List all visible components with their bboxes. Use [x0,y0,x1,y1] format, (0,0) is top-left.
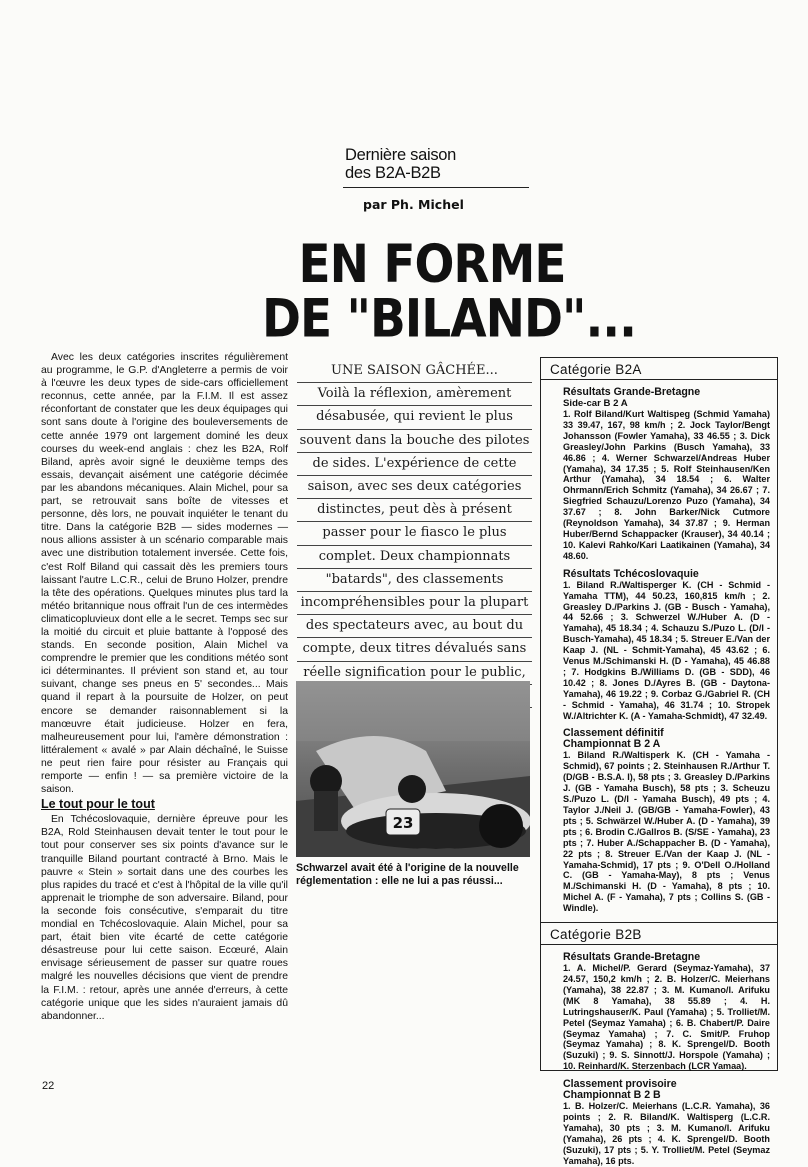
b2a-results [541,386,777,914]
pull-quote-line: incompréhensibles pour la plupart [297,592,532,615]
sidecar-photo-illustration [296,681,530,857]
result-heading: Résultats Grande-Bretagne [563,951,701,964]
kicker-line-2: des B2A-B2B [345,164,441,182]
pull-quote-line: passer pour le fiasco le plus [297,522,532,545]
result-text: 1. Biland R./Waltisperger K. (CH - Schmid - Yamaha TTM), 44 50.23, 160,815 km/h ; 2. Greasley D./Parkins J. (GB - Busch - Yamaha), 44 52.66 ; 3. Schwerzel W./Huber A. (D - Yamaha), 45 18.34 ; 4. Schauzu S./Puzo L. (D/I - Busch-Yamaha), 45 18.34 ; 5. Streuer E./Van der Kaap J. (NL - Schmit-Yamaha), 45 43.62 ; 6. Venus M./Schimanski H. (D - Yamaha), 45 46.88 ; 7. Hodgkins B./Williams D. (GB - SDD), 46 10.42 ; 8. Jones D./Ayres B. (GB - Daytona-Yamaha), 46 19.22 ; 9. Corbaz G./Gabriel R. (CH - Schmid - Yamaha), 46 31.74 ; 10. Stropek W./Altrichter K. (A - Yamaha-Schmidt), 47 32.49. [563,579,770,721]
result-heading: Classement provisoire [563,1078,677,1091]
result-subheading: Championnat B 2 A [563,738,661,751]
result-subheading: Side-car B 2 A [563,398,628,409]
result-heading: Classement définitif [563,727,664,740]
result-text: 1. A. Michel/P. Gerard (Seymaz-Yamaha), 37 24.57, 150,2 km/h ; 2. B. Holzer/C. Meierhans (Yamaha), 38 22.87 ; 3. M. Kumano/I. Arifuku (MK 8 Yamaha), 38 55.89 ; 4. H. Lutringshauser/K. Paul (Yamaha) ; 5. Trolliet/M. Petel (Seymaz Yamaha) ; 6. B. Chabert/P. Daire (Seymaz Yamaha) ; 7. C. Smit/P. Fruhop (Seymaz Yamaha) ; 8. K. Sprengel/D. Booth (Suzuki) ; 9. S. Sinnott/J. Horspole (Yamaha) ; 10. Reinhard/K. Sterzenbach (LCR Yamaa). [563,963,770,1072]
result-text: 1. Biland R./Waltisperk K. (CH - Yamaha - Schmid), 67 points ; 2. Steinhausen R./Arthur T. (D/GB - B.S.A. I), 58 pts ; 3. Greasley D./Parkins J. (GB - Yamaha Busch), 58 pts ; 3. Scheuzu S./Puzo L. (D/I - Yamaha Busch), 49 pts ; 4. Taylor J./Neil J. (GB/GB - Yamaha-Fowler), 43 pts ; 5. Schwärzel W./Huber A. (D - Yamaha), 39 pts ; 6. Brodin C./Gallros B. (S/SE - Yamaha), 23 pts ; 7. Huber A./Schappacher B. (D - Yamaha), 22 pts ; 8. Streuer E./Van der Kaap J. (NL - Yamaha-Schmid), 17 pts ; 9. O'Dell O./Holland C. (GB - Yamaha-May), 8 pts ; Venus M./Schimanski H. (D - Yamaha), 8 pts ; 10. Michel A. (F - Yamaha), 7 pts ; Collins S. (GB - Windle). [563,750,770,914]
result-heading: Résultats Grande-Bretagne [563,386,701,398]
pull-quote-line: réelle signification pour le public, [297,662,532,685]
pull-quote [297,360,532,730]
article-body [41,351,288,1023]
result-heading: Résultats Tchécoslovaquie [563,567,699,580]
headline [262,233,637,351]
pull-quote-line: souvent dans la bouche des pilotes [297,430,532,453]
kicker-rule [343,187,529,188]
pull-quote-line: de sides. L'expérience de cette [297,453,532,476]
pull-quote-line: complet. Deux championnats [297,546,532,569]
sidecar-race-photo [296,681,530,857]
result-text: 1. B. Holzer/C. Meierhans (L.C.R. Yamaha), 36 points ; 2. R. Biland/K. Waltisperg (L.C.R. Yamaha), 30 pts ; 3. M. Kumano/I. Arifuku (Yamaha), 26 pts ; 4. K. Sprengel/D. Booth (Suzuki), 17 pts ; 5. Y. Trolliet/M. Petel (Seymaz Yamaha), 16 pts. [563,1101,770,1166]
section-divider [541,379,777,380]
section-subhead: Le tout pour le tout [41,797,155,812]
result-subheading: Championnat B 2 B [563,1089,661,1102]
b2b-section-title: Catégorie B2B [550,927,642,943]
body-paragraph: Avec les deux catégories inscrites régulièrement au programme, le G.P. d'Angleterre a permis de voir à l'œuvre les deux types de side-cars officiellement reconnus, cette année, par la F.I.M. Il est assez réconfortant de constater que les deux équipages qui sont sans doute à l'origine des bouleversements de cette année 1979 ont largement dominé les deux courses du week-end anglais : chez les B2A, Rolf Biland, après avoir signé le deuxième temps des essais, devançait aisément une catégorie décimée par les abandons mécaniques. Alain Michel, pour sa part, se retrouvait sans boîte de vitesses et personne, dès lors, ne pouvait inquiéter le tenant du titre. Dans la catégorie B2B — sides modernes — nous allions assister à un scénario comparable mais avec une distribution totalement inversée. Cette fois, c'est Rolf Biland qui cassait dès les premiers tours laissant l'autre L.C.R., celui de Bruno Holzer, prendre la tête des opérations. Quelques minutes plus tard la météo britannique nous offrait l'un de ces intermèdes climaticopluvieux dont elle a le secret. Temps sec sur la moitié du circuit et pluie battante à l'opposé des stands. En seconde position, Alain Michel va comprendre le premier que les conditions météo sont ici déterminantes. Il prévient son stand et, au tour suivant, change ses pneus en 5' secondes... Mais quand il repart à la poursuite de Holzer, on peut encore se demander raisonnablement si la manœuvre était judicieuse. Holzer en fera, malheureusement pour lui, l'amère démonstration : littéralement « avalé » par Alain déchaîné, le Suisse ne peut rien faire pour résister au Français qui remporte — enfin ! — sa première victoire de la saison. [41,352,288,796]
page-number: 22 [42,1080,55,1092]
pull-quote-line: désabusée, qui revient le plus [297,406,532,429]
number-plate: 23 [392,814,414,832]
headline-line-1: EN FORME [298,233,566,296]
body-paragraph: En Tchécoslovaquie, dernière épreuve pour les B2A, Rold Steinhausen devait tenter le tout pour le tout pour conserver ses six points d'avance sur le tranquille Biland pourtant contracté à Brno. Mais le pauvre « Stein » sortait dans une des courbes les plus rapides du tracé et c'est à l'hôpital de la ville qu'il apprenait le triomphe de son adversaire. Biland, pour la seconde fois consécutive, s'emparait du titre mondial en Tchécoslovaquie. Alain Michel, pour sa part, était bien vite écarté de cette catégorie désastreuse pour lui cette saison. Ecœuré, Alain envisage sérieusement de passer sur quatre roues malgré les nouvelles décisions que vient de prendre la F.I.M. : retour, après une année d'erreurs, à cette catégorie unique que les sides n'auraient jamais dû abandonner... [41,814,288,1022]
kicker [345,146,505,182]
headline-line-2: DE "BILAND"... [262,288,637,351]
pull-quote-line: "batards", des classements [297,569,532,592]
pull-quote-line: compte, deux titres dévalués sans [297,638,532,661]
pull-quote-line: Voilà la réflexion, amèrement [297,383,532,406]
kicker-line-1: Dernière saison [345,146,457,164]
results-sidebar [540,357,778,1166]
b2a-section-title: Catégorie B2A [550,362,642,377]
photo-caption: Schwarzel avait été à l'origine de la nouvelle réglementation : elle ne lui a pas réussi... [296,862,519,887]
pull-quote-line: UNE SAISON GÂCHÉE... [297,360,532,383]
section-divider [541,944,777,945]
pull-quote-line: distinctes, peut dès à présent [297,499,532,522]
b2b-results [541,951,777,1167]
pull-quote-line: des spectateurs avec, au bout du [297,615,532,638]
pull-quote-line: saison, avec ses deux catégories [297,476,532,499]
byline: par Ph. Michel [363,197,464,212]
result-text: 1. Rolf Biland/Kurt Waltispeg (Schmid Yamaha) 33 39.47, 167, 98 km/h ; 2. Jock Taylor/Bengt Johansson (Fowler Yamaha), 33 46.55 ; 3. Dick Greasley/John Parkins (Busch Yamaha), 33 46.86 ; 4. Werner Schwarzel/Andreas Huber (Yamaha), 34 17.35 ; 5. Rolf Steinhausen/Ken Arthur (Yamaha), 34 18.54 ; 6. Walter Ohrmann/Erich Schmitz (Yamaha), 34 26.67 ; 7. Siegfried Schauzu/Lorenzo Puzo (Yamaha), 34 37.67 ; 8. John Barker/Nick Cutmore (Reynoldson Yamaha), 34 37.87 ; 9. Herman Huber/Bernd Schappacker (Krauser), 34 40.14 ; 10. Kalevi Rahko/Kari Laatikainen (Yamaha), 34 48.60. [563,409,770,561]
